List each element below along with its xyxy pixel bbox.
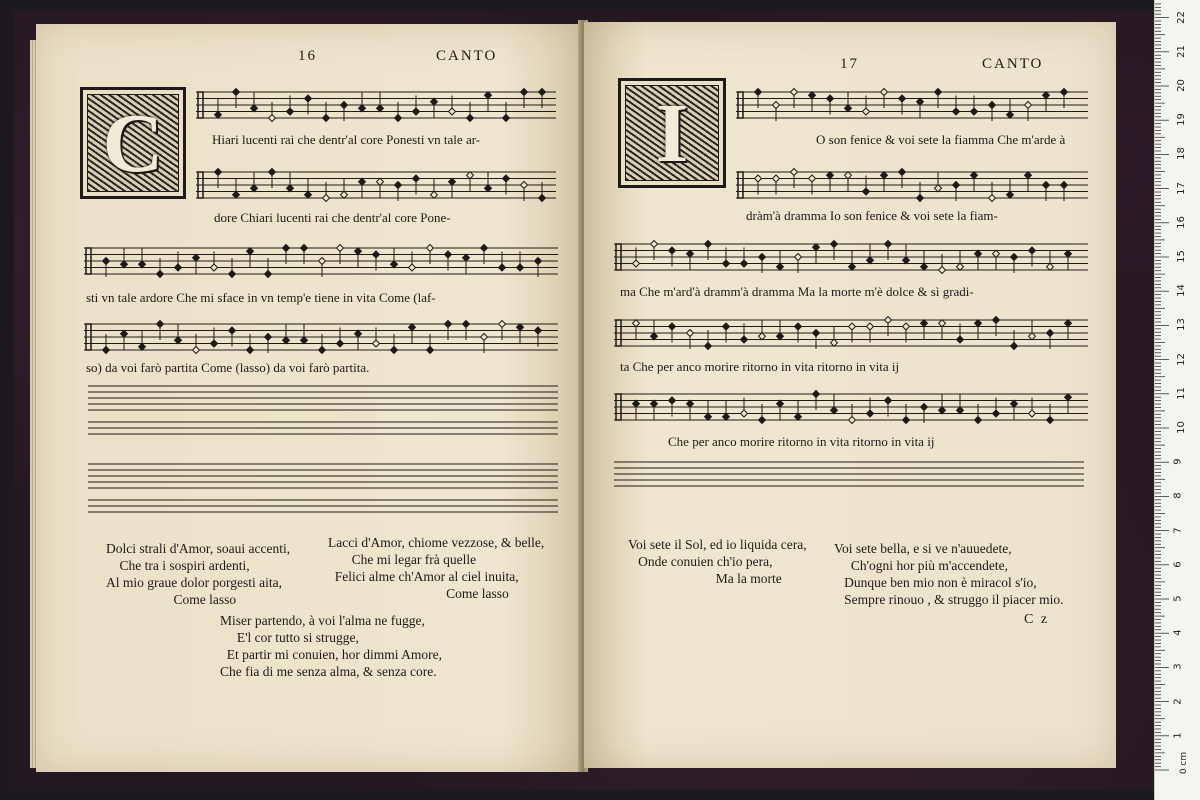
ruler-number: 6 bbox=[1172, 561, 1184, 568]
music-staff bbox=[736, 164, 1088, 204]
decorated-initial bbox=[80, 87, 186, 199]
verse-stanza: Miser partendo, à voi l'alma ne fugge, E'l cor tutto si strugge, Et partir mi conuien, hor dimmi Amore, Che fia di me senza alma, & senza core. bbox=[220, 613, 442, 679]
ruler-number: 5 bbox=[1172, 595, 1184, 602]
signature-mark: C z bbox=[1024, 612, 1050, 627]
verse-stanza: Voi sete bella, e si ve n'auuedete, Ch'ogni hor più m'accendete, Dunque ben mio non è miracol s'io, Sempre rinouo , & struggo il piacer mio. bbox=[834, 541, 1064, 607]
music-staff bbox=[196, 84, 556, 124]
ruler-number: 16 bbox=[1175, 215, 1187, 229]
lyric-line: dràm'à dramma Io son fenice & voi sete la fiam- bbox=[746, 208, 998, 223]
lyric-line: so) da voi farò partita Come (lasso) da voi farò partita. bbox=[86, 360, 370, 375]
music-staff bbox=[614, 386, 1088, 426]
page-number: 17 bbox=[840, 56, 859, 72]
voice-heading: CANTO bbox=[982, 56, 1044, 72]
ruler-number: 2 bbox=[1172, 697, 1184, 705]
music-staff bbox=[196, 164, 556, 204]
initial-letter: I bbox=[655, 86, 689, 180]
ruler-number: 11 bbox=[1175, 386, 1187, 400]
lyric-line: dore Chiari lucenti rai che dentr'al core Pone- bbox=[214, 210, 451, 225]
music-staff bbox=[614, 312, 1088, 352]
ruler-number: 3 bbox=[1172, 663, 1184, 671]
lyric-line: ta Che per anco morire ritorno in vita ritorno in vita ij bbox=[620, 359, 900, 374]
ruler-number: 18 bbox=[1175, 147, 1187, 161]
verse-stanza: Voi sete il Sol, ed io liquida cera, Onde conuien ch'io pera, Ma la morte bbox=[628, 537, 807, 586]
ruler-number: 8 bbox=[1172, 492, 1184, 500]
music-staff bbox=[614, 236, 1088, 276]
ruler-number: 9 bbox=[1172, 458, 1184, 465]
music-staff bbox=[84, 240, 558, 280]
ruler-number: 21 bbox=[1175, 44, 1187, 58]
ruler-number: 14 bbox=[1175, 284, 1187, 298]
empty-staff bbox=[614, 458, 1084, 506]
ruler-number: 13 bbox=[1175, 318, 1187, 332]
ruler-number: 10 bbox=[1175, 421, 1187, 434]
ruler-number: 4 bbox=[1172, 629, 1184, 636]
verse-stanza: Lacci d'Amor, chiome vezzose, & belle, Che mi legar frà quelle Felici alme ch'Amor al ciel inuita, Come lasso bbox=[328, 535, 545, 601]
verse-stanza: Dolci strali d'Amor, soaui accenti, Che tra i sospiri ardenti, Al mio graue dolor porgesti aita, Come lasso bbox=[106, 541, 291, 607]
initial-letter: C bbox=[102, 96, 164, 190]
ruler-number: 12 bbox=[1175, 352, 1187, 366]
measurement-ruler bbox=[1154, 0, 1200, 800]
music-staff bbox=[84, 316, 558, 356]
right-page bbox=[584, 22, 1116, 768]
lyric-line: Che per anco morire ritorno in vita ritorno in vita ij bbox=[668, 434, 935, 449]
ruler-number: 1 bbox=[1172, 732, 1184, 739]
ruler-unit-label: 0 cm bbox=[1179, 751, 1190, 775]
ruler-number: 17 bbox=[1175, 181, 1187, 195]
voice-heading: CANTO bbox=[436, 48, 498, 64]
ruler-number: 7 bbox=[1172, 526, 1184, 534]
page-number: 16 bbox=[298, 48, 317, 64]
empty-staff bbox=[88, 460, 558, 516]
ruler-number: 22 bbox=[1175, 10, 1187, 24]
decorated-initial bbox=[618, 78, 726, 188]
lyric-line: Hiari lucenti rai che dentr'al core Ponesti vn tale ar- bbox=[212, 132, 481, 147]
lyric-line: sti vn tale ardore Che mi sface in vn temp'e tiene in vita Come (laf- bbox=[86, 290, 436, 305]
left-page bbox=[36, 24, 582, 772]
music-staff bbox=[736, 84, 1088, 124]
ruler-number: 19 bbox=[1175, 113, 1187, 127]
ruler-number: 20 bbox=[1175, 79, 1187, 92]
lyric-line: ma Che m'ard'à dramm'à dramma Ma la morte m'è dolce & sì gradi- bbox=[620, 284, 974, 299]
ruler-number: 15 bbox=[1175, 250, 1187, 263]
lyric-line: O son fenice & voi sete la fiamma Che m'arde à bbox=[816, 132, 1066, 147]
empty-staff bbox=[88, 382, 558, 438]
